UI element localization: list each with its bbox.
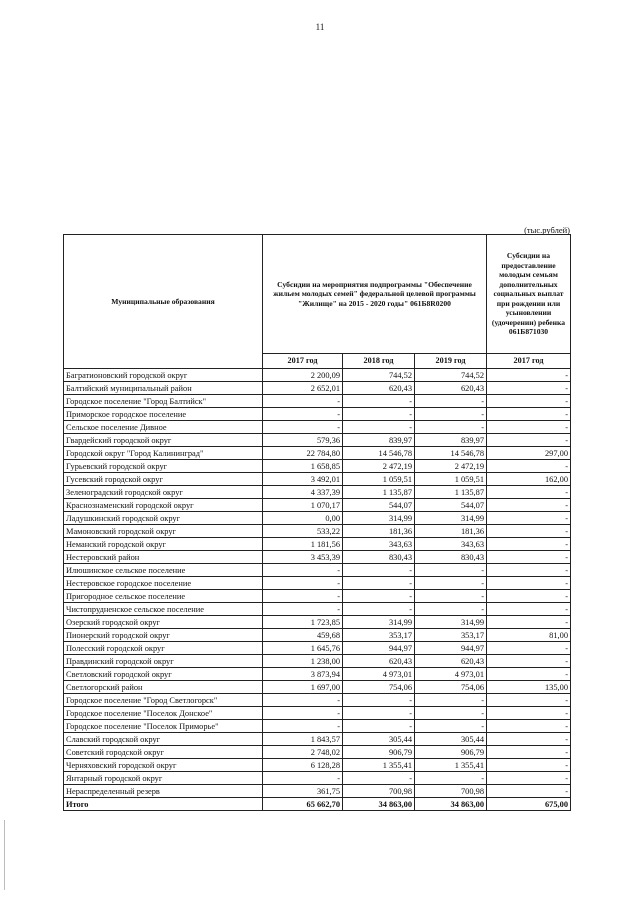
extra-2017-cell: - [487, 551, 571, 564]
municipality-cell: Черняховский городской округ [64, 759, 263, 772]
value-2017-cell: 1 723,85 [263, 616, 343, 629]
value-2018-cell: - [343, 408, 415, 421]
value-2019-cell: - [415, 603, 487, 616]
extra-2017-cell: - [487, 525, 571, 538]
extra-2017-cell: - [487, 395, 571, 408]
table-row [64, 668, 571, 681]
municipality-cell: Городское поселение "Поселок Приморье" [64, 720, 263, 733]
value-2019-cell: - [415, 408, 487, 421]
value-2017-cell: - [263, 720, 343, 733]
value-2018-cell: 839,97 [343, 434, 415, 447]
table-row [64, 447, 571, 460]
extra-2017-cell: - [487, 733, 571, 746]
value-2017-cell: 1 070,17 [263, 499, 343, 512]
table-row [64, 590, 571, 603]
table-row [64, 720, 571, 733]
value-2019-cell: 1 355,41 [415, 759, 487, 772]
table-row [64, 382, 571, 395]
municipality-cell: Пионерский городской округ [64, 629, 263, 642]
value-2017-cell: 65 662,70 [263, 798, 343, 811]
value-2018-cell: - [343, 707, 415, 720]
table-row [64, 772, 571, 785]
value-2018-cell: 1 135,87 [343, 486, 415, 499]
value-2018-cell: 305,44 [343, 733, 415, 746]
extra-2017-cell: - [487, 408, 571, 421]
value-2019-cell: 754,06 [415, 681, 487, 694]
value-2019-cell: 700,98 [415, 785, 487, 798]
table-row [64, 408, 571, 421]
value-2019-cell: 944,97 [415, 642, 487, 655]
value-2019-cell: 1 135,87 [415, 486, 487, 499]
header-2019: 2019 год [415, 354, 487, 369]
value-2019-cell: - [415, 720, 487, 733]
extra-2017-cell: - [487, 486, 571, 499]
table-row [64, 629, 571, 642]
table-row [64, 564, 571, 577]
value-2018-cell: - [343, 577, 415, 590]
value-2017-cell: 3 873,94 [263, 668, 343, 681]
value-2018-cell: 14 546,78 [343, 447, 415, 460]
value-2019-cell: - [415, 564, 487, 577]
extra-2017-cell: - [487, 642, 571, 655]
value-2018-cell: 620,43 [343, 382, 415, 395]
value-2018-cell: 544,07 [343, 499, 415, 512]
value-2017-cell: 1 843,57 [263, 733, 343, 746]
extra-2017-cell: - [487, 434, 571, 447]
value-2017-cell: - [263, 603, 343, 616]
value-2017-cell: 1 658,85 [263, 460, 343, 473]
extra-2017-cell: 81,00 [487, 629, 571, 642]
extra-2017-cell: - [487, 694, 571, 707]
value-2018-cell: 353,17 [343, 629, 415, 642]
value-2018-cell: - [343, 603, 415, 616]
value-2019-cell: 353,17 [415, 629, 487, 642]
table-row [64, 551, 571, 564]
value-2017-cell: - [263, 577, 343, 590]
page-number: 11 [315, 22, 325, 32]
municipality-cell: Городское поселение "Поселок Донское" [64, 707, 263, 720]
table-row [64, 434, 571, 447]
table-row [64, 603, 571, 616]
value-2019-cell: 14 546,78 [415, 447, 487, 460]
value-2017-cell: 459,68 [263, 629, 343, 642]
scan-edge-mark [4, 820, 5, 890]
value-2019-cell: 620,43 [415, 655, 487, 668]
table-row [64, 486, 571, 499]
table-row [64, 616, 571, 629]
value-2017-cell: 4 337,39 [263, 486, 343, 499]
value-2019-cell: - [415, 694, 487, 707]
extra-2017-cell: - [487, 577, 571, 590]
extra-2017-cell: - [487, 603, 571, 616]
municipality-cell: Озерский городской округ [64, 616, 263, 629]
extra-2017-cell: - [487, 655, 571, 668]
table-row [64, 525, 571, 538]
municipality-cell: Нестеровский район [64, 551, 263, 564]
header-extra: Субсидии на предоставление молодым семьям дополнительных социальных выплат при рождении или усыновлении (удочерении) ребенка 061Б871030 [487, 235, 571, 354]
value-2018-cell: 754,06 [343, 681, 415, 694]
value-2019-cell: - [415, 395, 487, 408]
value-2017-cell: 361,75 [263, 785, 343, 798]
value-2018-cell: 830,43 [343, 551, 415, 564]
extra-2017-cell: 297,00 [487, 447, 571, 460]
value-2018-cell: 744,52 [343, 369, 415, 382]
header-municipality: Муниципальные образования [64, 235, 263, 369]
extra-2017-cell: - [487, 668, 571, 681]
value-2017-cell: - [263, 707, 343, 720]
value-2019-cell: 314,99 [415, 616, 487, 629]
municipality-cell: Сельское поселение Дивное [64, 421, 263, 434]
header-2018: 2018 год [343, 354, 415, 369]
municipality-cell: Городское поселение "Город Балтийск" [64, 395, 263, 408]
value-2019-cell: - [415, 590, 487, 603]
value-2019-cell: 830,43 [415, 551, 487, 564]
header-program: Субсидии на мероприятия подпрограммы "Обеспечение жильем молодых семей" федеральной целевой программы "Жилище" на 2015 - 2020 годы" 061Б8R0200 [263, 235, 487, 354]
value-2019-cell: 181,36 [415, 525, 487, 538]
value-2019-cell: 305,44 [415, 733, 487, 746]
municipality-cell: Зеленоградский городской округ [64, 486, 263, 499]
value-2018-cell: 700,98 [343, 785, 415, 798]
table-row [64, 694, 571, 707]
value-2018-cell: - [343, 590, 415, 603]
value-2017-cell: - [263, 395, 343, 408]
table-body [64, 369, 571, 811]
value-2018-cell: 2 472,19 [343, 460, 415, 473]
municipality-cell: Гурьевский городской округ [64, 460, 263, 473]
extra-2017-cell: 675,00 [487, 798, 571, 811]
value-2018-cell: 944,97 [343, 642, 415, 655]
municipality-cell: Пригородное сельское поселение [64, 590, 263, 603]
value-2017-cell: 1 181,56 [263, 538, 343, 551]
value-2018-cell: - [343, 564, 415, 577]
municipality-cell: Балтийский муниципальный район [64, 382, 263, 395]
value-2019-cell: 343,63 [415, 538, 487, 551]
value-2019-cell: 314,99 [415, 512, 487, 525]
municipality-cell: Нераспределенный резерв [64, 785, 263, 798]
extra-2017-cell: - [487, 382, 571, 395]
value-2018-cell: - [343, 694, 415, 707]
value-2017-cell: - [263, 694, 343, 707]
table-row [64, 421, 571, 434]
municipality-cell: Итого [64, 798, 263, 811]
table-row [64, 746, 571, 759]
value-2019-cell: 1 059,51 [415, 473, 487, 486]
municipality-cell: Правдинский городской округ [64, 655, 263, 668]
extra-2017-cell: - [487, 538, 571, 551]
municipality-cell: Ладушкинский городской округ [64, 512, 263, 525]
value-2017-cell: 3 492,01 [263, 473, 343, 486]
value-2018-cell: 343,63 [343, 538, 415, 551]
municipality-cell: Неманский городской округ [64, 538, 263, 551]
value-2019-cell: - [415, 772, 487, 785]
table-row [64, 681, 571, 694]
value-2018-cell: 620,43 [343, 655, 415, 668]
value-2017-cell: - [263, 421, 343, 434]
municipality-cell: Краснознаменский городской округ [64, 499, 263, 512]
value-2017-cell: 579,36 [263, 434, 343, 447]
extra-2017-cell: - [487, 369, 571, 382]
value-2017-cell: 2 200,09 [263, 369, 343, 382]
value-2018-cell: 1 355,41 [343, 759, 415, 772]
extra-2017-cell: - [487, 421, 571, 434]
value-2018-cell: 181,36 [343, 525, 415, 538]
value-2017-cell: 2 748,02 [263, 746, 343, 759]
value-2019-cell: 4 973,01 [415, 668, 487, 681]
value-2018-cell: 314,99 [343, 512, 415, 525]
municipality-cell: Полесский городской округ [64, 642, 263, 655]
municipality-cell: Советский городской округ [64, 746, 263, 759]
extra-2017-cell: - [487, 499, 571, 512]
units-label: (тыс.рублей) [524, 225, 570, 235]
extra-2017-cell: 162,00 [487, 473, 571, 486]
table-row [64, 499, 571, 512]
value-2019-cell: - [415, 577, 487, 590]
table-row [64, 785, 571, 798]
value-2017-cell: - [263, 772, 343, 785]
extra-2017-cell: - [487, 720, 571, 733]
value-2017-cell: 1 645,76 [263, 642, 343, 655]
municipality-cell: Нестеровское городское поселение [64, 577, 263, 590]
table-row [64, 707, 571, 720]
municipality-cell: Городское поселение "Город Светлогорск" [64, 694, 263, 707]
value-2017-cell: 2 652,01 [263, 382, 343, 395]
value-2018-cell: - [343, 772, 415, 785]
value-2018-cell: - [343, 720, 415, 733]
extra-2017-cell: - [487, 616, 571, 629]
table-row [64, 460, 571, 473]
value-2017-cell: 1 238,00 [263, 655, 343, 668]
value-2018-cell: 314,99 [343, 616, 415, 629]
table-row [64, 395, 571, 408]
value-2019-cell: 2 472,19 [415, 460, 487, 473]
table-row [64, 577, 571, 590]
value-2017-cell: - [263, 590, 343, 603]
extra-2017-cell: - [487, 460, 571, 473]
municipality-cell: Светлогорский район [64, 681, 263, 694]
value-2017-cell: 6 128,28 [263, 759, 343, 772]
municipality-cell: Чистопрудненское сельское поселение [64, 603, 263, 616]
table-row [64, 512, 571, 525]
municipality-cell: Янтарный городской округ [64, 772, 263, 785]
extra-2017-cell: - [487, 746, 571, 759]
value-2017-cell: 22 784,80 [263, 447, 343, 460]
value-2017-cell: 0,00 [263, 512, 343, 525]
value-2019-cell: - [415, 421, 487, 434]
table-row [64, 655, 571, 668]
extra-2017-cell: - [487, 564, 571, 577]
municipality-cell: Славский городской округ [64, 733, 263, 746]
extra-2017-cell: - [487, 512, 571, 525]
value-2017-cell: 3 453,39 [263, 551, 343, 564]
value-2018-cell: - [343, 395, 415, 408]
value-2018-cell: 906,79 [343, 746, 415, 759]
value-2019-cell: 620,43 [415, 382, 487, 395]
extra-2017-cell: - [487, 590, 571, 603]
value-2017-cell: - [263, 564, 343, 577]
value-2019-cell: 839,97 [415, 434, 487, 447]
extra-2017-cell: - [487, 772, 571, 785]
municipality-cell: Илюшинское сельское поселение [64, 564, 263, 577]
value-2018-cell: 34 863,00 [343, 798, 415, 811]
table-row [64, 759, 571, 772]
municipality-cell: Гвардейский городской округ [64, 434, 263, 447]
municipality-cell: Приморское городское поселение [64, 408, 263, 421]
value-2018-cell: 1 059,51 [343, 473, 415, 486]
table-row [64, 369, 571, 382]
value-2017-cell: - [263, 408, 343, 421]
extra-2017-cell: - [487, 759, 571, 772]
municipality-cell: Гусевский городской округ [64, 473, 263, 486]
municipality-cell: Городской округ "Город Калининград" [64, 447, 263, 460]
table-row [64, 538, 571, 551]
extra-2017-cell: - [487, 785, 571, 798]
header-extra-2017: 2017 год [487, 354, 571, 369]
value-2017-cell: 533,22 [263, 525, 343, 538]
table-row [64, 642, 571, 655]
municipality-cell: Мамоновский городской округ [64, 525, 263, 538]
extra-2017-cell: 135,00 [487, 681, 571, 694]
value-2018-cell: - [343, 421, 415, 434]
value-2019-cell: 906,79 [415, 746, 487, 759]
extra-2017-cell: - [487, 707, 571, 720]
subsidy-table [63, 234, 571, 811]
total-row [64, 798, 571, 811]
table-row [64, 473, 571, 486]
value-2019-cell: - [415, 707, 487, 720]
value-2019-cell: 34 863,00 [415, 798, 487, 811]
municipality-cell: Светловский городской округ [64, 668, 263, 681]
municipality-cell: Багратионовский городской округ [64, 369, 263, 382]
header-2017: 2017 год [263, 354, 343, 369]
value-2019-cell: 544,07 [415, 499, 487, 512]
value-2017-cell: 1 697,00 [263, 681, 343, 694]
value-2019-cell: 744,52 [415, 369, 487, 382]
table-row [64, 733, 571, 746]
value-2018-cell: 4 973,01 [343, 668, 415, 681]
